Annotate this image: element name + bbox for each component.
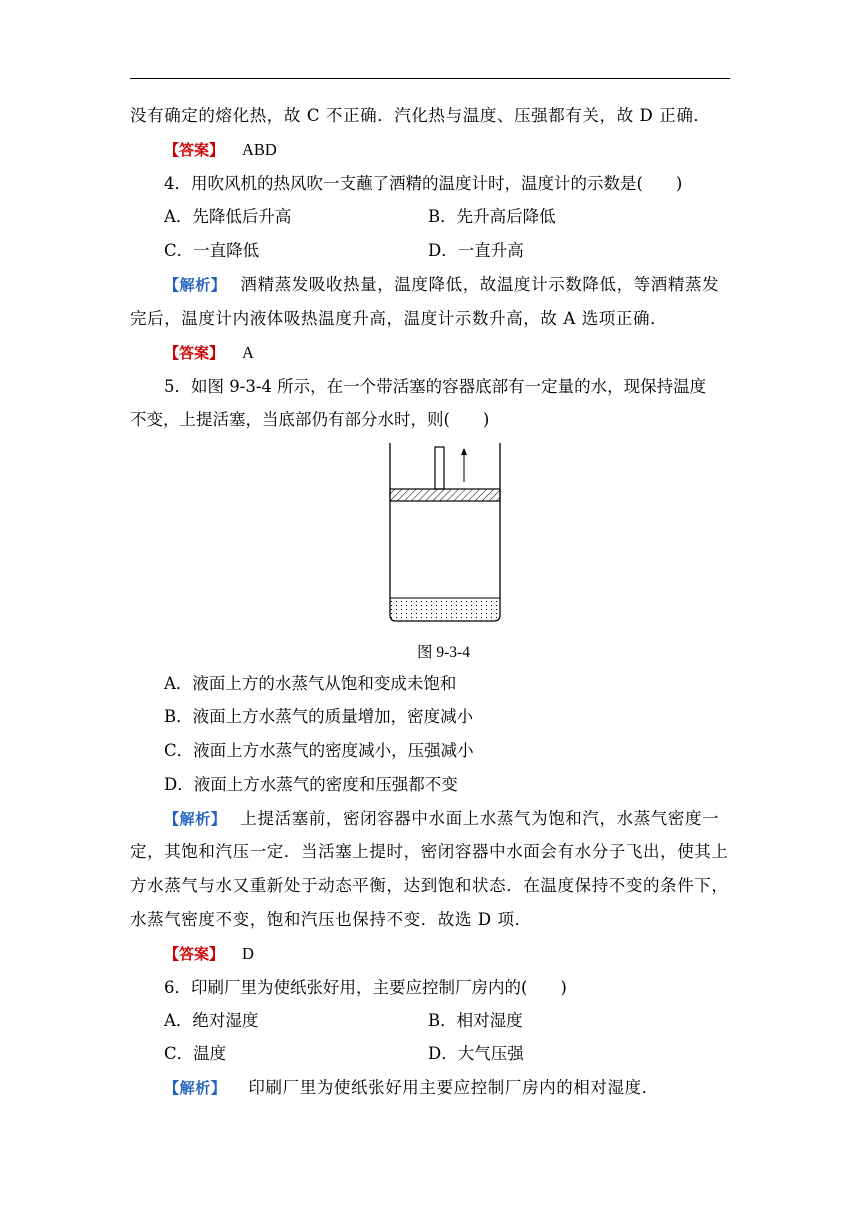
answer-tag: 【答案】	[164, 945, 225, 963]
answer-tag: 【答案】	[164, 344, 225, 362]
analysis-line: 水蒸气密度不变，饱和汽压也保持不变．故选 D 项．	[130, 910, 532, 929]
question-5-cont: 不变，上提活塞，当底部仍有部分水时，则( )	[130, 410, 490, 429]
q5-option-b: B．液面上方水蒸气的质量增加，密度减小	[164, 707, 474, 726]
q4-option-d: D．一直升高	[428, 241, 524, 260]
analysis-tag: 【解析】	[164, 810, 227, 828]
analysis-line: 定，其饱和汽压一定．当活塞上提时，密闭容器中水面会有水分子飞出，使其上	[130, 842, 729, 861]
analysis-line	[164, 809, 719, 829]
question-4: 4．用吹风机的热风吹一支蘸了酒精的温度计时，温度计的示数是( )	[164, 174, 683, 193]
q6-option-b: B．相对湿度	[428, 1011, 523, 1030]
answer-line	[164, 343, 254, 363]
answer-value: D	[242, 944, 254, 963]
text-line: 没有确定的熔化热，故 C 不正确．汽化热与温度、压强都有关，故 D 正确．	[130, 106, 711, 125]
arrowhead-icon	[461, 448, 467, 455]
answer-line	[164, 140, 277, 160]
analysis-text: 印刷厂里为使纸张好用主要应控制厂房内的相对湿度．	[248, 1078, 659, 1097]
q6-option-a: A．绝对湿度	[164, 1011, 259, 1030]
q5-option-c: C．液面上方水蒸气的密度减小，压强减小	[164, 741, 474, 760]
answer-value: A	[242, 343, 254, 362]
question-5: 5．如图 9-3-4 所示，在一个带活塞的容器底部有一定量的水，现保持温度	[164, 377, 707, 396]
analysis-text: 上提活塞前，密闭容器中水面上水蒸气为饱和汽，水蒸气密度一	[240, 809, 720, 828]
q6-option-c: C．温度	[164, 1044, 227, 1063]
header-rule	[130, 78, 730, 79]
figure-caption: 图 9-3-4	[417, 644, 470, 661]
q5-option-a: A．液面上方的水蒸气从饱和变成未饱和	[164, 674, 457, 693]
answer-tag: 【答案】	[164, 141, 225, 159]
analysis-tag: 【解析】	[164, 1079, 227, 1097]
analysis-tag: 【解析】	[164, 276, 227, 294]
piston-container-figure	[380, 440, 510, 630]
q5-option-d: D．液面上方水蒸气的密度和压强都不变	[164, 775, 458, 794]
q4-option-c: C．一直降低	[164, 241, 260, 260]
container-wall	[390, 443, 500, 621]
question-6: 6．印刷厂里为使纸张好用，主要应控制厂房内的( )	[164, 978, 567, 997]
analysis-text: 酒精蒸发吸收热量，温度降低，故温度计示数降低，等酒精蒸发	[240, 275, 720, 294]
answer-line	[164, 944, 254, 964]
analysis-line: 完后，温度计内液体吸热温度升高，温度计示数升高，故 A 选项正确．	[130, 309, 668, 328]
piston-rod	[435, 447, 444, 489]
analysis-line: 方水蒸气与水又重新处于动态平衡，达到饱和状态．在温度保持不变的条件下，	[130, 876, 729, 895]
analysis-line	[164, 275, 719, 295]
water	[391, 598, 499, 620]
q6-option-d: D．大气压强	[428, 1044, 524, 1063]
piston	[390, 489, 500, 501]
q4-option-a: A．先降低后升高	[164, 207, 292, 226]
answer-value: ABD	[242, 140, 277, 159]
analysis-line	[164, 1078, 659, 1098]
q4-option-b: B．先升高后降低	[428, 207, 556, 226]
